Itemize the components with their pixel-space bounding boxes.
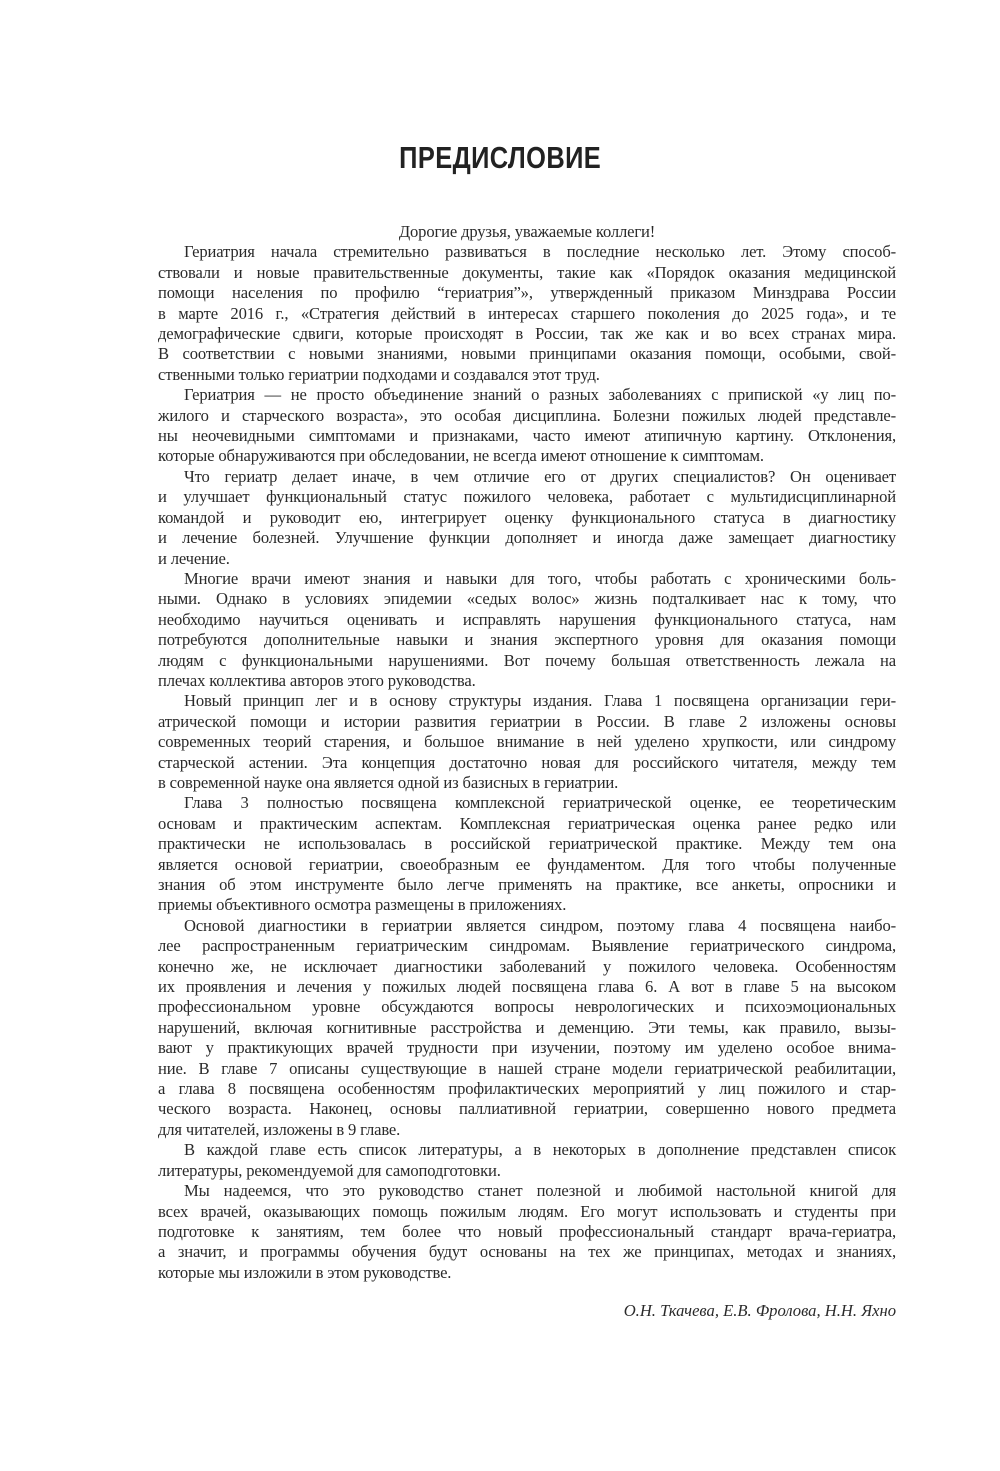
- text-line: а значит, и программы обучения будут основаны на тех же принципах, методах и знаниях,: [158, 1242, 896, 1262]
- text-line: необходимо научиться оценивать и исправлять нарушения функционального статуса, нам: [158, 609, 896, 629]
- text-line: практически не использовалась в российской гериатрической практике. Между тем она: [158, 834, 896, 854]
- text-line: жилого и старческого возраста», это особая дисциплина. Болезни пожилых людей представле-: [158, 405, 896, 425]
- text-line: которые обнаруживаются при обследовании, не всегда имеют отношение к симптомам.: [158, 446, 764, 466]
- text-line: плечах коллектива авторов этого руководства.: [158, 670, 476, 690]
- paragraph: [158, 569, 896, 691]
- paragraph: [158, 793, 896, 915]
- text-line: ны неочевидными симптомами и признаками, часто имеют атипичную картину. Отклонения,: [158, 426, 896, 446]
- text-line: Гериатрия — не просто объединение знаний о разных заболеваниях с припиской «у лиц по-: [184, 385, 896, 405]
- text-line: Мы надеемся, что это руководство станет полезной и любимой настольной книгой для: [184, 1181, 896, 1201]
- text-line: Гериатрия начала стремительно развиваться в последние несколько лет. Этому способ-: [184, 242, 896, 262]
- text-line: потребуются дополнительные навыки и знания экспертного уровня для оказания помощи: [158, 630, 896, 650]
- text-line: лее распространенным гериатрическим синдромам. Выявление гериатрического синдрома,: [158, 936, 896, 956]
- text-line: в марте 2016 г., «Стратегия действий в интересах старшего поколения до 2025 года», и те: [158, 303, 896, 323]
- paragraph: [158, 691, 896, 793]
- text-line: В каждой главе есть список литературы, а в некоторых в дополнение представлен список: [184, 1140, 896, 1160]
- text-line: современных теорий старения, и большое внимание в ней уделено хрупкости, или синдрому: [158, 732, 896, 752]
- paragraph: [158, 1181, 896, 1283]
- text-line: а глава 8 посвящена особенностям профилактических мероприятий у лиц пожилого и стар-: [158, 1079, 896, 1099]
- text-line: нарушений, включая когнитивные расстройства и деменцию. Эти темы, как правило, вызы-: [158, 1017, 896, 1037]
- text-line: и лечение.: [158, 548, 230, 568]
- text-line: демографические сдвиги, которые происходят в России, так же как и во всех странах мира.: [158, 324, 896, 344]
- text-line: старческой астении. Эта концепция достаточно новая для российского читателя, между тем: [158, 752, 896, 772]
- text-line: ние. В главе 7 описаны существующие в нашей стране модели гериатрической реабилитации,: [158, 1058, 896, 1078]
- text-line: Основой диагностики в гериатрии является синдром, поэтому глава 4 посвящена наибо-: [184, 915, 896, 935]
- text-line: для читателей, изложены в 9 главе.: [158, 1119, 401, 1139]
- preface-body: [158, 222, 896, 1283]
- text-line: людям с функциональными нарушениями. Вот почему большая ответственность лежала на: [158, 650, 896, 670]
- text-line: В соответствии с новыми знаниями, новыми принципами оказания помощи, особыми, свой-: [158, 344, 896, 364]
- text-line: приемы объективного осмотра размещены в приложениях.: [158, 895, 567, 915]
- paragraph: [158, 385, 896, 467]
- text-line: ными. Однако в условиях эпидемии «седых волос» жизнь подталкивает нас к тому, что: [158, 589, 896, 609]
- paragraph: [158, 467, 896, 569]
- text-line: командой и руководит ею, интегрирует оценку функционального статуса в диагностику: [158, 507, 896, 527]
- text-line: в современной науке она является одной из базисных в гериатрии.: [158, 772, 619, 792]
- text-line: профессиональном уровне обсуждаются вопросы неврологических и психоэмоциональных: [158, 997, 896, 1017]
- text-line: ствовали и новые правительственные документы, такие как «Порядок оказания медицинской: [158, 262, 896, 282]
- greeting: Дорогие друзья, уважаемые коллеги!: [398, 222, 656, 241]
- text-line: основам и практическим аспектам. Комплексная гериатрическая оценка ранее редко или: [158, 813, 896, 833]
- authors-signature: О.Н. Ткачева, Е.В. Фролова, Н.Н. Яхно: [623, 1301, 896, 1320]
- text-line: их проявления и лечения у пожилых людей посвящена глава 6. А вот в главе 5 на высоком: [158, 977, 896, 997]
- text-line: атрической помощи и истории развития гериатрии в России. В главе 2 изложены основы: [158, 711, 896, 731]
- text-line: Новый принцип лег и в основу структуры издания. Глава 1 посвящена организации гери-: [184, 691, 896, 711]
- text-line: знания об этом инструменте было легче применять на практике, все анкеты, опросники и: [158, 875, 896, 894]
- text-line: и улучшает функциональный статус пожилого человека, работает с мультидисциплинарной: [158, 487, 896, 507]
- page-title: [0, 140, 1000, 176]
- text-line: вают у практикующих врачей трудности при изучении, поэтому им уделено особое внима-: [158, 1038, 896, 1058]
- text-line: Многие врачи имеют знания и навыки для того, чтобы работать с хроническими боль-: [184, 568, 896, 588]
- text-line: ческого возраста. Наконец, основы паллиативной гериатрии, совершенно нового предмета: [158, 1099, 896, 1119]
- text-line: Глава 3 полностью посвящена комплексной гериатрической оценке, ее теоретическим: [184, 793, 896, 813]
- page-title-text: ПРЕДИСЛОВИЕ: [398, 140, 601, 175]
- text-line: подготовке к занятиям, тем более что новый профессиональный стандарт врача-гериатра,: [158, 1221, 896, 1241]
- text-line: литературы, рекомендуемой для самоподготовки.: [158, 1160, 501, 1180]
- text-line: всех врачей, оказывающих помощь пожилым людям. Его могут использовать и студенты при: [158, 1201, 896, 1221]
- text-line: конечно же, не исключает диагностики заболеваний у пожилого человека. Особенностям: [158, 956, 896, 976]
- text-line: и лечение болезней. Улучшение функции дополняет и иногда даже замещает диагностику: [158, 528, 896, 548]
- text-line: ственными только гериатрии подходами и создавался этот труд.: [158, 364, 600, 384]
- text-line: помощи населения по профилю “гериатрия”», утвержденный приказом Минздрава России: [158, 283, 896, 303]
- text-line: которые мы изложили в этом руководстве.: [158, 1262, 452, 1282]
- paragraph: [158, 242, 896, 385]
- paragraph: [158, 1140, 896, 1181]
- text-line: Что гериатр делает иначе, в чем отличие его от других специалистов? Он оценивает: [184, 466, 896, 486]
- paragraph: [158, 916, 896, 1140]
- text-line: является основой гериатрии, своеобразным ее фундаментом. Для того чтобы полученные: [158, 854, 896, 874]
